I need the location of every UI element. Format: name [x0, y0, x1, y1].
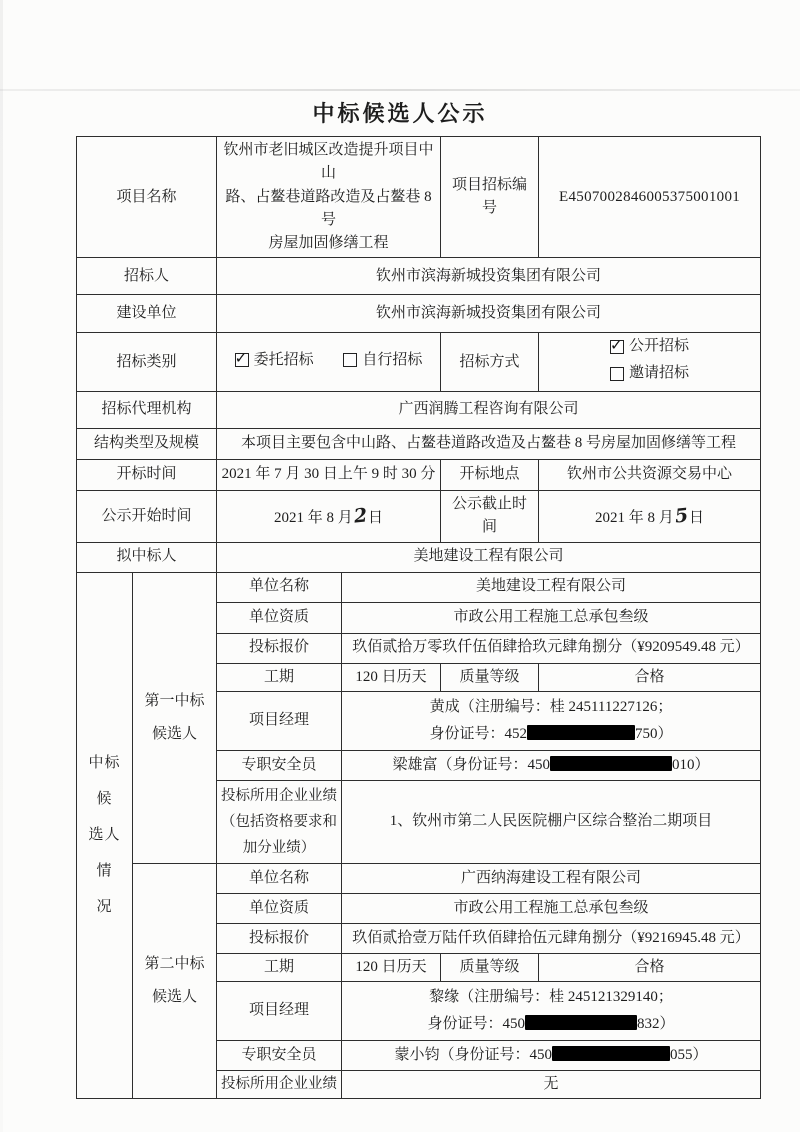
candidates-section-label [77, 572, 133, 1099]
performance-label-line: 加分业绩） [242, 839, 316, 856]
checkbox-unchecked-icon [610, 367, 624, 381]
publicity-start-prefix: 2021 年 8 月 [274, 509, 353, 526]
candidate2-unit-name-label: 单位名称 [217, 863, 342, 893]
project-name-line1: 钦州市老旧城区改造提升项目中山 [223, 142, 434, 182]
candidate2-performance-value: 无 [342, 1071, 761, 1099]
candidate1-duration-value: 120 日历天 [342, 663, 441, 691]
candidate1-bid-price-value: 玖佰贰拾万零玖仟伍佰肆拾玖元肆角捌分（¥9209549.48 元） [342, 633, 761, 663]
tender-method-value [539, 333, 761, 392]
tender-category-value [217, 333, 441, 392]
safety-id-suffix: 010） [672, 756, 710, 773]
candidate2-qualification-label: 单位资质 [217, 893, 342, 923]
open-time-value: 2021 年 7 月 30 日上午 9 时 30 分 [217, 460, 441, 491]
manager-line1: 黎缘（注册编号：桂 245121329140； [429, 989, 673, 1005]
candidate1-performance-label [217, 780, 342, 863]
redaction-box [525, 1015, 637, 1030]
rank-label-line: 第二中标 [144, 956, 205, 972]
checkbox-unchecked-icon [343, 353, 357, 367]
safety-id-suffix: 055） [670, 1046, 708, 1063]
manager-id-suffix: 832） [637, 1016, 675, 1032]
agency-value: 广西润腾工程咨询有限公司 [217, 392, 761, 429]
checkbox-open-tender [610, 335, 689, 358]
checkbox-label: 邀请招标 [629, 365, 690, 382]
project-name-line3: 房屋加固修缮工程 [268, 235, 389, 251]
candidate1-safety-label: 专职安全员 [217, 750, 342, 780]
candidate2-qualification-value: 市政公用工程施工总承包叁级 [342, 893, 761, 923]
manager-line2 [346, 1011, 756, 1038]
candidate2-bid-price-label: 投标报价 [217, 923, 342, 953]
section-label-line: 况 [96, 899, 113, 916]
project-name-value [217, 137, 441, 258]
open-place-value: 钦州市公共资源交易中心 [539, 460, 761, 491]
manager-id-prefix: 身份证号：452 [429, 725, 528, 742]
candidate1-bid-price-label: 投标报价 [217, 633, 342, 663]
candidate2-duration-value: 120 日历天 [342, 953, 441, 981]
project-name-line2: 路、占鳌巷道路改造及占鳌巷 8 号 [225, 188, 432, 228]
performance-label-line: 投标所用企业业绩 [221, 787, 338, 804]
tender-method-label: 招标方式 [441, 333, 539, 392]
candidate1-performance-value: 1、钦州市第二人民医院棚户区综合整治二期项目 [342, 780, 761, 863]
checkbox-checked-icon [610, 340, 624, 354]
bid-number-value: E4507002846005375001001 [539, 137, 761, 258]
checkbox-self-tender [343, 349, 422, 372]
candidate1-quality-value: 合格 [539, 663, 761, 691]
candidate2-performance-label: 投标所用企业业绩 [217, 1071, 342, 1099]
candidate1-safety-value [342, 750, 761, 780]
candidate1-duration-label: 工期 [217, 663, 342, 691]
bid-number-label: 项目招标编号 [441, 137, 539, 258]
candidate2-safety-label: 专职安全员 [217, 1041, 342, 1071]
checkbox-entrusted-tender [235, 349, 314, 372]
safety-id-prefix: 梁雄富（身份证号：450 [392, 756, 551, 773]
builder-value: 钦州市滨海新城投资集团有限公司 [217, 295, 761, 333]
candidate1-qualification-value: 市政公用工程施工总承包叁级 [342, 602, 761, 633]
page-title: 中标候选人公示 [312, 101, 488, 126]
handwritten-day: 5 [673, 503, 690, 528]
candidate2-bid-price-value: 玖佰贰拾壹万陆仟玖佰肆拾伍元肆角捌分（¥9216945.48 元） [342, 923, 761, 953]
checkbox-checked-icon [235, 353, 249, 367]
tenderer-value: 钦州市滨海新城投资集团有限公司 [217, 258, 761, 295]
redaction-box [550, 756, 672, 771]
candidate1-quality-label: 质量等级 [441, 663, 539, 691]
structure-value: 本项目主要包含中山路、占鳌巷道路改造及占鳌巷 8 号房屋加固修缮等工程 [217, 429, 761, 460]
publicity-end-suffix: 日 [689, 509, 705, 526]
performance-label-line: （包括资格要求和 [221, 813, 338, 830]
handwritten-day: 2 [352, 503, 369, 528]
candidate1-unit-name-label: 单位名称 [217, 572, 342, 602]
proposed-winner-label: 拟中标人 [77, 542, 217, 572]
rank-label-line: 第一中标 [144, 692, 205, 709]
manager-line2 [346, 721, 756, 748]
candidate2-safety-value [342, 1041, 761, 1071]
scan-artifact-edge [0, 0, 3, 1132]
publicity-end-prefix: 2021 年 8 月 [595, 509, 674, 526]
announcement-table [76, 136, 761, 1099]
scan-artifact-streak [0, 89, 800, 91]
tender-category-label: 招标类别 [77, 333, 217, 392]
agency-label: 招标代理机构 [77, 392, 217, 429]
candidate2-quality-value: 合格 [539, 953, 761, 981]
candidate1-unit-name-value: 美地建设工程有限公司 [342, 572, 761, 602]
candidate1-qualification-label: 单位资质 [217, 602, 342, 633]
safety-id-prefix: 蒙小钧（身份证号：450 [394, 1046, 553, 1063]
candidate1-manager-value [342, 691, 761, 750]
tenderer-label: 招标人 [77, 258, 217, 295]
open-place-label: 开标地点 [441, 460, 539, 491]
candidate1-manager-label: 项目经理 [217, 691, 342, 750]
rank-label-line: 候选人 [152, 989, 198, 1005]
candidate2-manager-value [342, 982, 761, 1041]
publicity-start-label: 公示开始时间 [77, 491, 217, 543]
checkbox-label: 公开招标 [629, 338, 690, 355]
manager-line1: 黄成（注册编号：桂 245111227126； [429, 698, 673, 715]
section-label-line: 中标候 [88, 755, 121, 808]
candidate2-quality-label: 质量等级 [441, 953, 539, 981]
manager-id-suffix: 750） [635, 725, 673, 742]
redaction-box [552, 1046, 670, 1061]
candidate2-duration-label: 工期 [217, 953, 342, 981]
checkbox-label: 自行招标 [362, 351, 423, 368]
project-name-label: 项目名称 [77, 137, 217, 258]
candidate2-unit-name-value: 广西纳海建设工程有限公司 [342, 863, 761, 893]
publicity-start-value [217, 491, 441, 543]
publicity-end-label: 公示截止时间 [441, 491, 539, 543]
section-label-line: 选人情 [88, 827, 121, 880]
manager-id-prefix: 身份证号：450 [427, 1016, 526, 1032]
open-time-label: 开标时间 [77, 460, 217, 491]
rank-label-line: 候选人 [152, 725, 198, 742]
redaction-box [527, 725, 635, 740]
publicity-start-suffix: 日 [368, 509, 384, 526]
publicity-end-value [539, 491, 761, 543]
structure-label: 结构类型及规模 [77, 429, 217, 460]
candidate2-manager-label: 项目经理 [217, 982, 342, 1041]
checkbox-label: 委托招标 [253, 351, 314, 368]
proposed-winner-value: 美地建设工程有限公司 [217, 542, 761, 572]
checkbox-invited-tender [610, 362, 689, 385]
candidate2-rank-label [133, 863, 217, 1099]
builder-label: 建设单位 [77, 295, 217, 333]
candidate1-rank-label [133, 572, 217, 863]
